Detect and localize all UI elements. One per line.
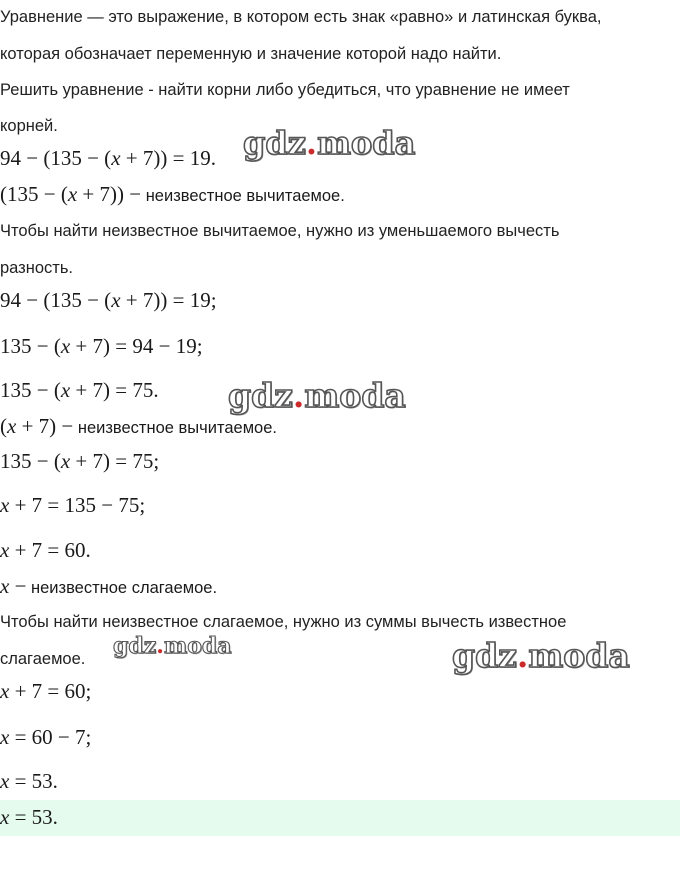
intro-line-2: которая обозначает переменную и значение которой надо найти. <box>0 45 502 63</box>
intro-line-3: Решить уравнение - найти корни либо убедиться, что уравнение не имеет <box>0 81 570 99</box>
equation-step-4: 135 − (x + 7) = 94 − 19; <box>0 334 203 358</box>
equation-step-1: 94 − (135 − (x + 7)) = 19. <box>0 146 216 170</box>
equation-step-8: x + 7 = 135 − 75; <box>0 493 146 517</box>
intro-line-4: корней. <box>0 117 58 135</box>
equation-step-12: x = 60 − 7; <box>0 725 92 749</box>
equation-step-9: x + 7 = 60. <box>0 538 91 562</box>
watermark-logo-1: gdz.moda <box>243 124 416 162</box>
answer-equation: x = 53. <box>0 805 58 829</box>
watermark-logo-2: gdz.moda <box>228 376 406 415</box>
equation-step-6: (x + 7) − неизвестное вычитаемое. <box>0 414 277 438</box>
equation-step-2: (135 − (x + 7)) − неизвестное вычитаемое. <box>0 182 345 206</box>
equation-step-3: 94 − (135 − (x + 7)) = 19; <box>0 288 217 312</box>
watermark-logo-4: gdz.moda <box>452 636 630 675</box>
answer-highlight <box>0 800 680 836</box>
rule-subtrahend-line-1: Чтобы найти неизвестное вычитаемое, нужно из уменьшаемого вычесть <box>0 222 560 240</box>
intro-line-1: Уравнение — это выражение, в котором есть знак «равно» и латинская буква, <box>0 8 602 26</box>
equation-step-5: 135 − (x + 7) = 75. <box>0 378 159 402</box>
watermark-logo-3: gdz.moda <box>113 633 232 659</box>
rule-addend-line-2: слагаемое. <box>0 650 86 668</box>
rule-addend-line-1: Чтобы найти неизвестное слагаемое, нужно из суммы вычесть известное <box>0 613 567 631</box>
equation-step-10: x − неизвестное слагаемое. <box>0 574 218 598</box>
equation-step-7: 135 − (x + 7) = 75; <box>0 449 160 473</box>
equation-step-11: x + 7 = 60; <box>0 679 92 703</box>
equation-step-13: x = 53. <box>0 769 58 793</box>
rule-subtrahend-line-2: разность. <box>0 259 74 277</box>
